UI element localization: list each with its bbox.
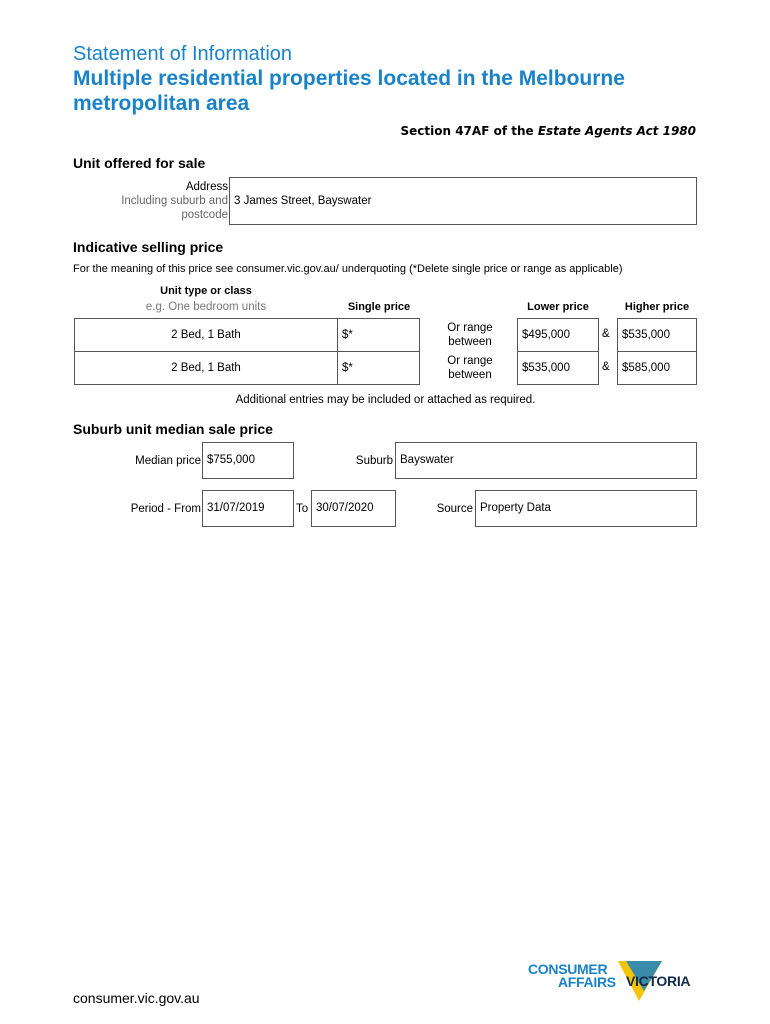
- row2-range-or: Or range: [447, 355, 493, 367]
- document-title: Multiple residential properties located in the Melbourne metropolitan area: [73, 67, 625, 115]
- source-label: Source: [436, 503, 473, 515]
- logo-victoria: VICTORIA: [626, 973, 691, 989]
- row2-unit: 2 Bed, 1 Bath: [171, 362, 241, 374]
- col-unit-type: Unit type or class: [160, 285, 252, 297]
- row1-unit: 2 Bed, 1 Bath: [171, 329, 241, 341]
- indicative-heading: Indicative selling price: [73, 239, 224, 255]
- row2-ampersand: &: [602, 361, 610, 373]
- row1-higher: $535,000: [622, 329, 670, 341]
- address-label-main: Address: [185, 181, 228, 193]
- additional-entries-note: Additional entries may be included or attached as required.: [235, 394, 536, 406]
- address-value: 3 James Street, Bayswater: [234, 195, 372, 207]
- indicative-note: For the meaning of this price see consumer.vic.gov.au/ underquoting (*Delete single price or range as applicable): [73, 263, 623, 275]
- source-field[interactable]: [475, 490, 697, 527]
- row1-single: $*: [342, 329, 353, 341]
- period-from-value: 31/07/2019: [207, 502, 265, 514]
- logo-consumer: CONSUMER: [528, 961, 608, 977]
- period-to-field[interactable]: [311, 490, 396, 527]
- row1-lower-field[interactable]: [517, 318, 599, 352]
- address-label-sub1: Including suburb and: [121, 195, 228, 207]
- row1-unit-field[interactable]: [74, 318, 338, 352]
- period-from-label: Period - From: [130, 503, 201, 515]
- source-value: Property Data: [480, 502, 551, 514]
- act-name: Estate Agents Act 1980: [537, 124, 696, 138]
- row1-range-between: between: [448, 336, 492, 348]
- suburb-label: Suburb: [355, 455, 393, 467]
- row2-single-field[interactable]: [337, 351, 420, 385]
- median-price-label: Median price: [135, 455, 201, 467]
- footer-url: consumer.vic.gov.au: [73, 990, 200, 1006]
- row2-unit-field[interactable]: [74, 351, 338, 385]
- row1-higher-field[interactable]: [617, 318, 697, 352]
- row2-range-between: between: [448, 369, 492, 381]
- median-price-field[interactable]: [202, 442, 294, 479]
- row2-lower: $535,000: [522, 362, 570, 374]
- address-label: [90, 180, 228, 222]
- row1-range-label: [430, 321, 510, 349]
- row2-single: $*: [342, 362, 353, 374]
- row2-range-label: [430, 354, 510, 382]
- row2-higher: $585,000: [622, 362, 670, 374]
- col-lower-price: Lower price: [527, 301, 589, 313]
- address-field[interactable]: [229, 177, 697, 225]
- period-to-value: 30/07/2020: [316, 502, 374, 514]
- row2-higher-field[interactable]: [617, 351, 697, 385]
- col-unit-example: e.g. One bedroom units: [145, 301, 267, 313]
- unit-offered-heading: Unit offered for sale: [73, 155, 206, 171]
- suburb-field[interactable]: [395, 442, 697, 479]
- row1-single-field[interactable]: [337, 318, 420, 352]
- row1-lower: $495,000: [522, 329, 570, 341]
- row1-range-or: Or range: [447, 322, 493, 334]
- period-from-field[interactable]: [202, 490, 294, 527]
- address-label-sub2: postcode: [181, 209, 228, 221]
- section-reference: [401, 124, 697, 138]
- logo-affairs: AFFAIRS: [558, 974, 616, 990]
- col-single-price: Single price: [347, 301, 411, 313]
- median-price-value: $755,000: [207, 454, 255, 466]
- median-heading: Suburb unit median sale price: [73, 421, 273, 437]
- period-to-label: To: [296, 503, 309, 515]
- row2-lower-field[interactable]: [517, 351, 599, 385]
- suburb-value: Bayswater: [400, 454, 454, 466]
- consumer-affairs-victoria-logo: [526, 955, 706, 1005]
- document-subtitle: Statement of Information: [73, 43, 293, 65]
- col-higher-price: Higher price: [624, 301, 690, 313]
- section-prefix: Section 47AF of the: [400, 124, 538, 138]
- row1-ampersand: &: [602, 328, 610, 340]
